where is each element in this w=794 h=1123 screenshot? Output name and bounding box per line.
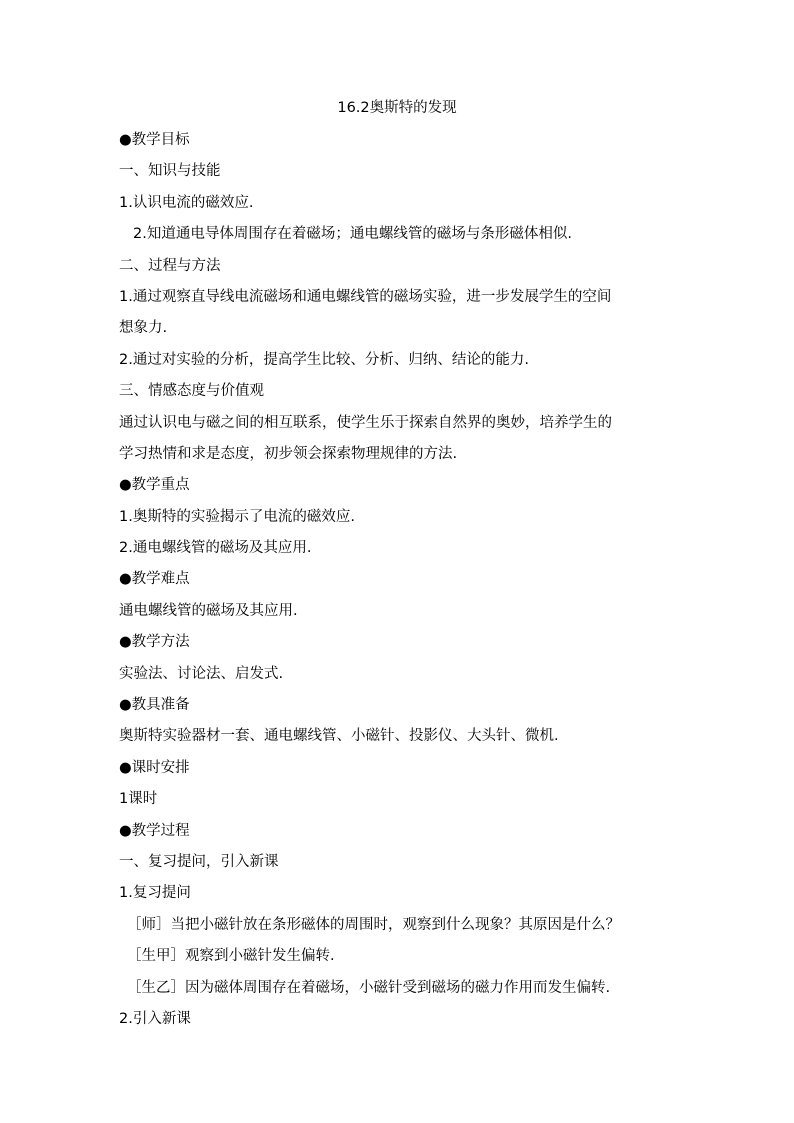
paragraph-line: 奥斯特实验器材一套、通电螺线管、小磁针、投影仪、大头针、微机. [119, 728, 559, 745]
document-title: 16.2奥斯特的发现 [337, 100, 457, 116]
paragraph-line: 学习热情和求是态度，初步领会探索物理规律的方法. [119, 445, 458, 462]
section-heading-key-points: ●教学重点 [119, 477, 190, 494]
paragraph-line: 1.通过观察直导线电流磁场和通电螺线管的磁场实验，进一步发展学生的空间 [119, 288, 612, 305]
paragraph-line: 1.奥斯特的实验揭示了电流的磁效应. [119, 508, 355, 525]
subheading-knowledge-skills: 一、知识与技能 [119, 163, 221, 180]
paragraph-line: 1课时 [119, 791, 158, 808]
paragraph-line: 2.通电螺线管的磁场及其应用. [119, 540, 312, 557]
section-heading-equipment: ●教具准备 [119, 697, 190, 714]
paragraph-line: 通过认识电与磁之间的相互联系，使学生乐于探索自然界的奥妙，培养学生的 [119, 414, 612, 431]
paragraph-line: 想象力. [119, 320, 168, 337]
paragraph-line: 1.复习提问 [119, 885, 191, 902]
subheading-review: 一、复习提问，引入新课 [119, 853, 279, 870]
paragraph-line: 2.知道通电导体周围存在着磁场；通电螺线管的磁场与条形磁体相似. [133, 226, 572, 243]
section-heading-methods: ●教学方法 [119, 634, 190, 651]
dialogue-line-student-b: ［生乙］因为磁体周围存在着磁场，小磁针受到磁场的磁力作用而发生偏转. [127, 979, 611, 996]
paragraph-line: 1.认识电流的磁效应. [119, 194, 254, 211]
paragraph-line: 实验法、讨论法、启发式. [119, 665, 284, 682]
section-heading-schedule: ●课时安排 [119, 759, 190, 776]
section-heading-objectives: ●教学目标 [119, 132, 190, 148]
paragraph-line: 2.通过对实验的分析，提高学生比较、分析、归纳、结论的能力. [119, 351, 529, 368]
subheading-attitude-values: 三、情感态度与价值观 [119, 383, 264, 400]
paragraph-line: 通电螺线管的磁场及其应用. [119, 602, 298, 619]
document-body [119, 125, 679, 1035]
subheading-process-methods: 二、过程与方法 [119, 257, 221, 274]
paragraph-line: 2.引入新课 [119, 1010, 191, 1027]
dialogue-line-student-a: ［生甲］观察到小磁针发生偏转. [127, 948, 335, 965]
dialogue-line-teacher: ［师］当把小磁针放在条形磁体的周围时，观察到什么现象？其原因是什么？ [127, 916, 620, 933]
section-heading-process: ●教学过程 [119, 822, 190, 839]
section-heading-difficulties: ●教学难点 [119, 571, 190, 588]
